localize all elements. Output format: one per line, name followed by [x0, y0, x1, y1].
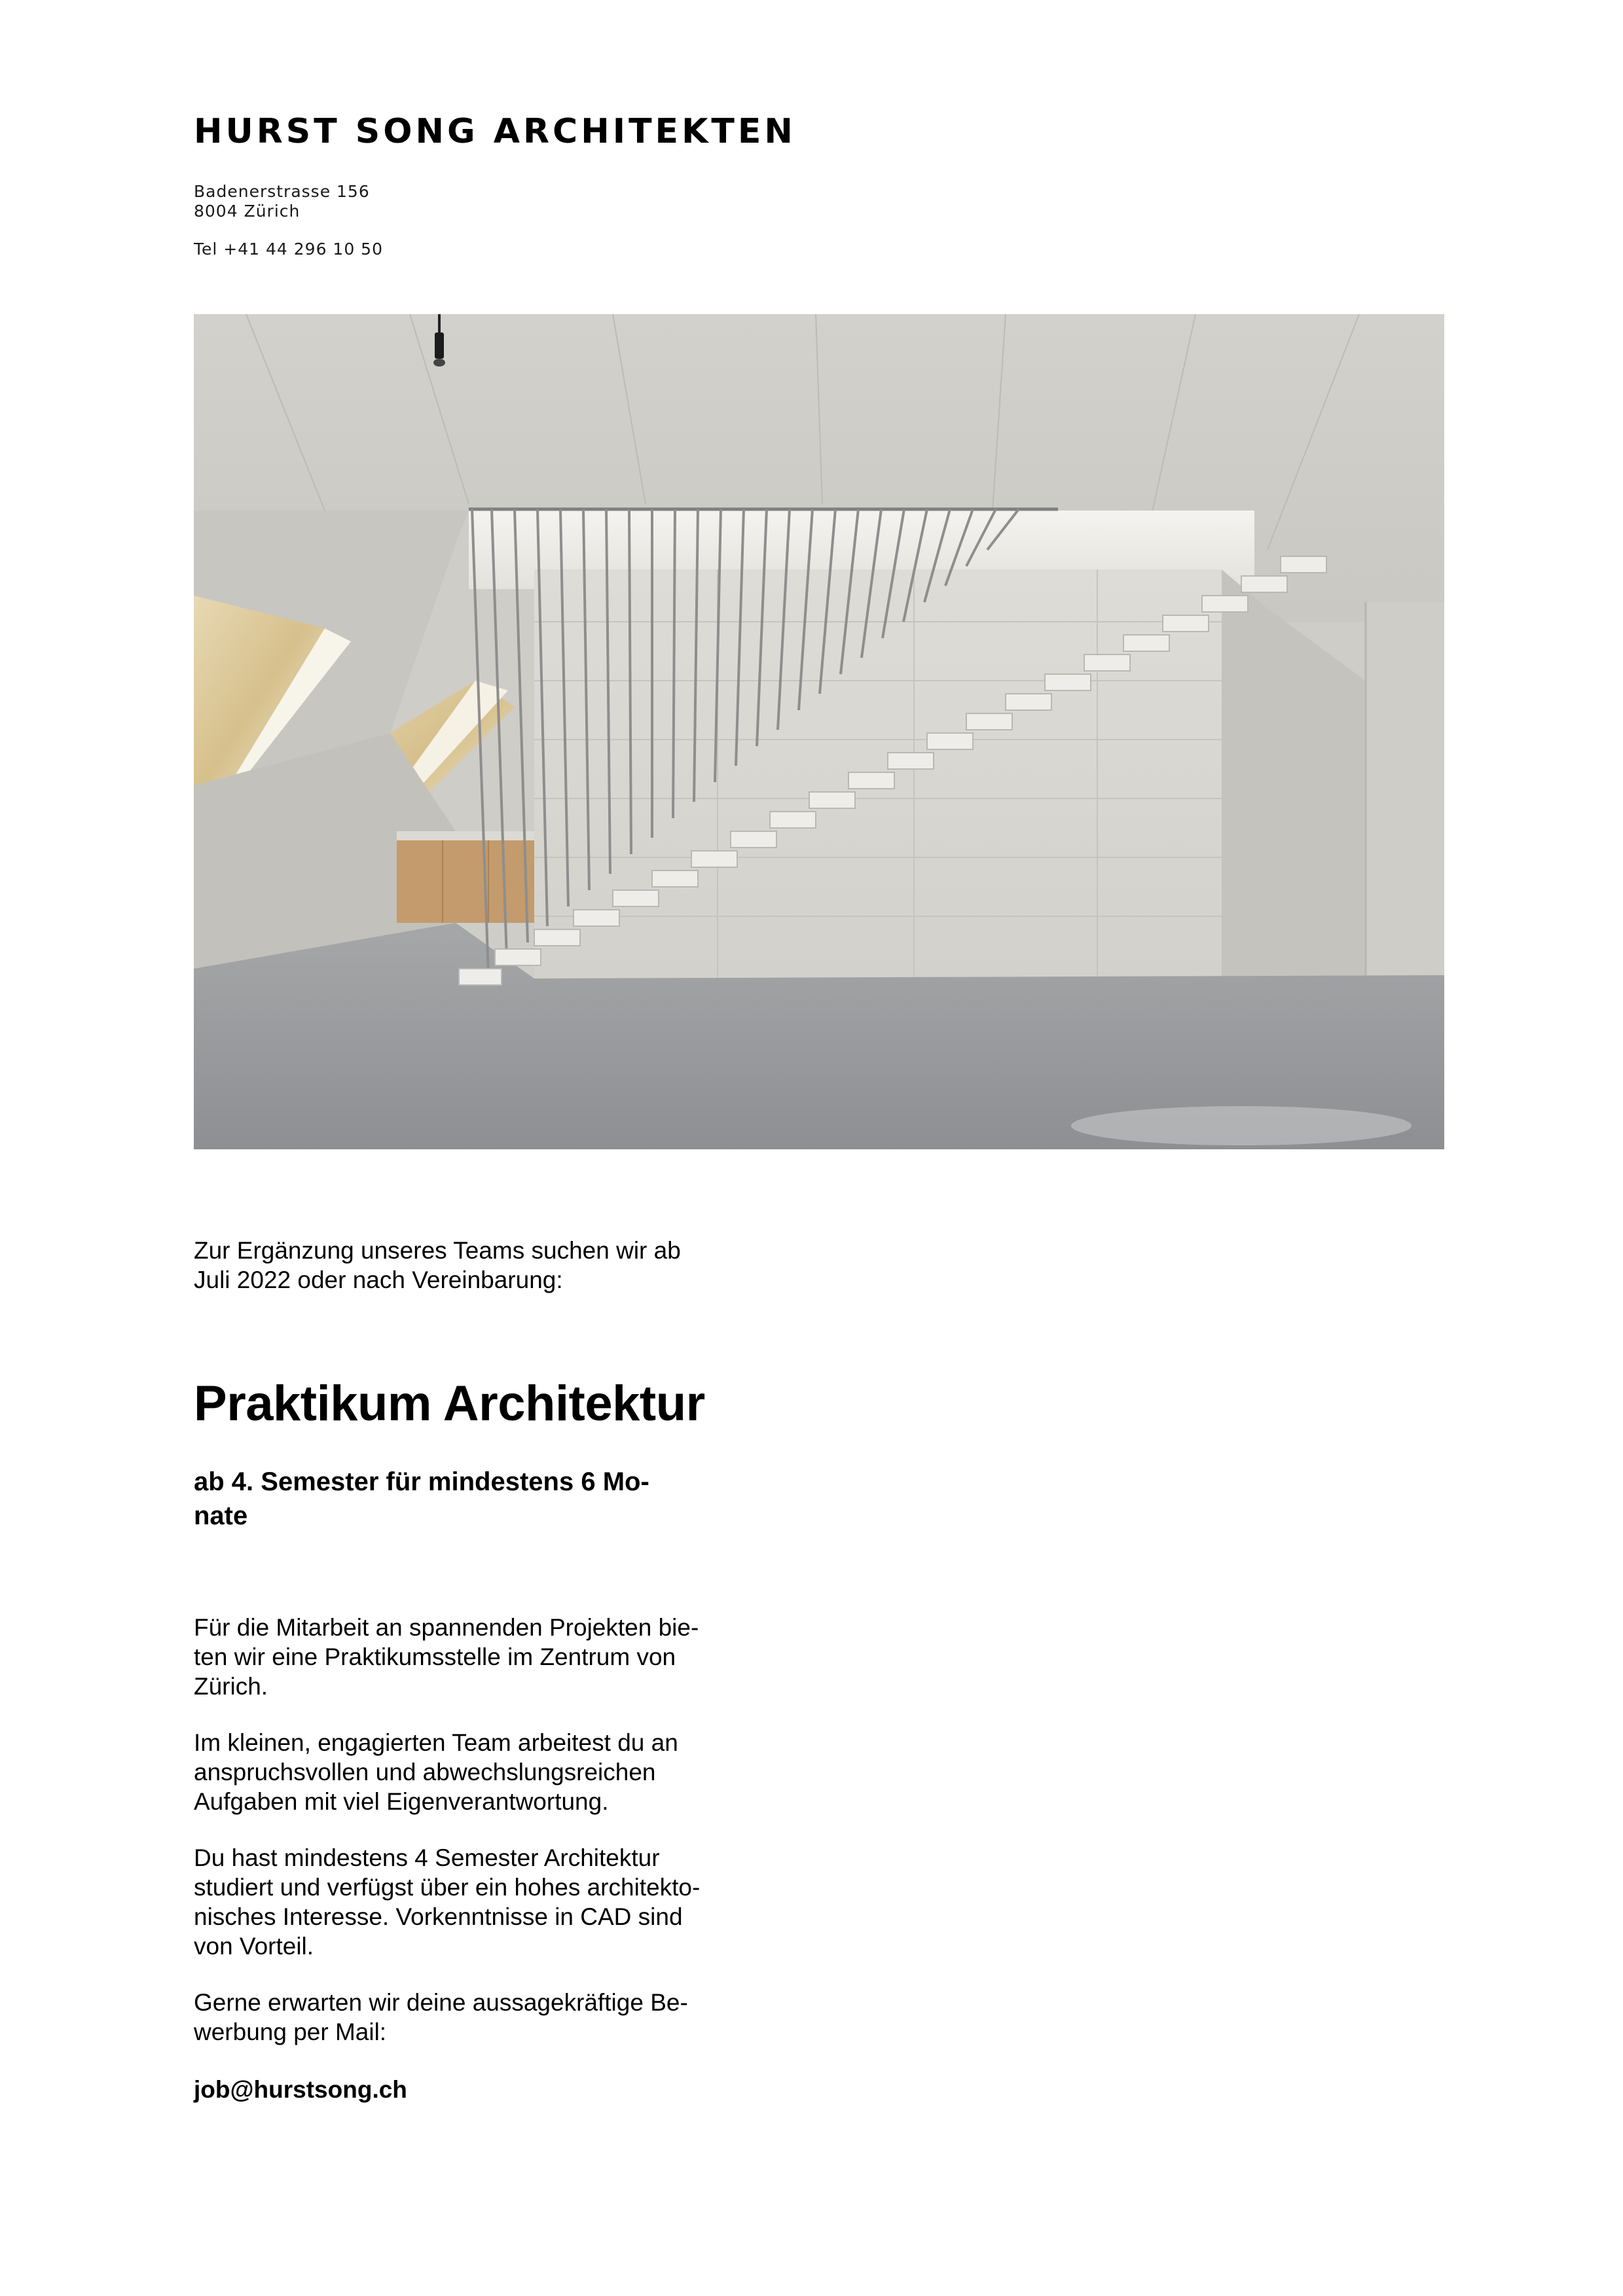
- paragraph-application: [194, 1988, 757, 2047]
- paragraph-offer: [194, 1613, 757, 1701]
- job-description: [194, 1613, 757, 2073]
- address-city: 8004 Zürich: [194, 202, 301, 221]
- paragraph-team: [194, 1728, 757, 1816]
- paragraph-line: anspruchsvollen und abwechslungsreichen: [194, 1759, 656, 1785]
- job-subtitle-line: ab 4. Semester für mindestens 6 Mo-: [194, 1467, 649, 1496]
- address-block: [194, 182, 370, 221]
- paragraph-line: Gerne erwarten wir deine aussagekräftige Be-: [194, 1989, 688, 2016]
- firm-name: HURST SONG ARCHITEKTEN: [194, 112, 796, 151]
- intro-line: Zur Ergänzung unseres Teams suchen wir ab: [194, 1237, 681, 1264]
- phone-number: Tel +41 44 296 10 50: [194, 240, 383, 259]
- paragraph-line: von Vorteil.: [194, 1933, 314, 1960]
- paragraph-line: Im kleinen, engagierten Team arbeitest du an: [194, 1729, 678, 1756]
- paragraph-line: Aufgaben mit viel Eigenverantwortung.: [194, 1788, 609, 1815]
- staircase-photo: [194, 314, 1444, 1149]
- paragraph-line: nisches Interesse. Vorkenntnisse in CAD sind: [194, 1903, 683, 1930]
- paragraph-line: Zürich.: [194, 1673, 268, 1700]
- job-title: Praktikum Architektur: [194, 1376, 705, 1431]
- paragraph-requirements: [194, 1843, 757, 1961]
- contact-email-link[interactable]: job@hurstsong.ch: [194, 2076, 407, 2103]
- job-subtitle: [194, 1465, 731, 1533]
- paragraph-line: Für die Mitarbeit an spannenden Projekten bie-: [194, 1614, 699, 1641]
- paragraph-line: Du hast mindestens 4 Semester Architektur: [194, 1844, 660, 1871]
- paragraph-line: studiert und verfügst über ein hohes architekto-: [194, 1874, 701, 1901]
- paragraph-line: werbung per Mail:: [194, 2018, 387, 2045]
- paragraph-line: ten wir eine Praktikumsstelle im Zentrum von: [194, 1643, 676, 1670]
- job-subtitle-line: nate: [194, 1501, 248, 1530]
- intro-line: Juli 2022 oder nach Vereinbarung:: [194, 1266, 563, 1293]
- address-street: Badenerstrasse 156: [194, 182, 370, 201]
- intro-text: [194, 1236, 757, 1295]
